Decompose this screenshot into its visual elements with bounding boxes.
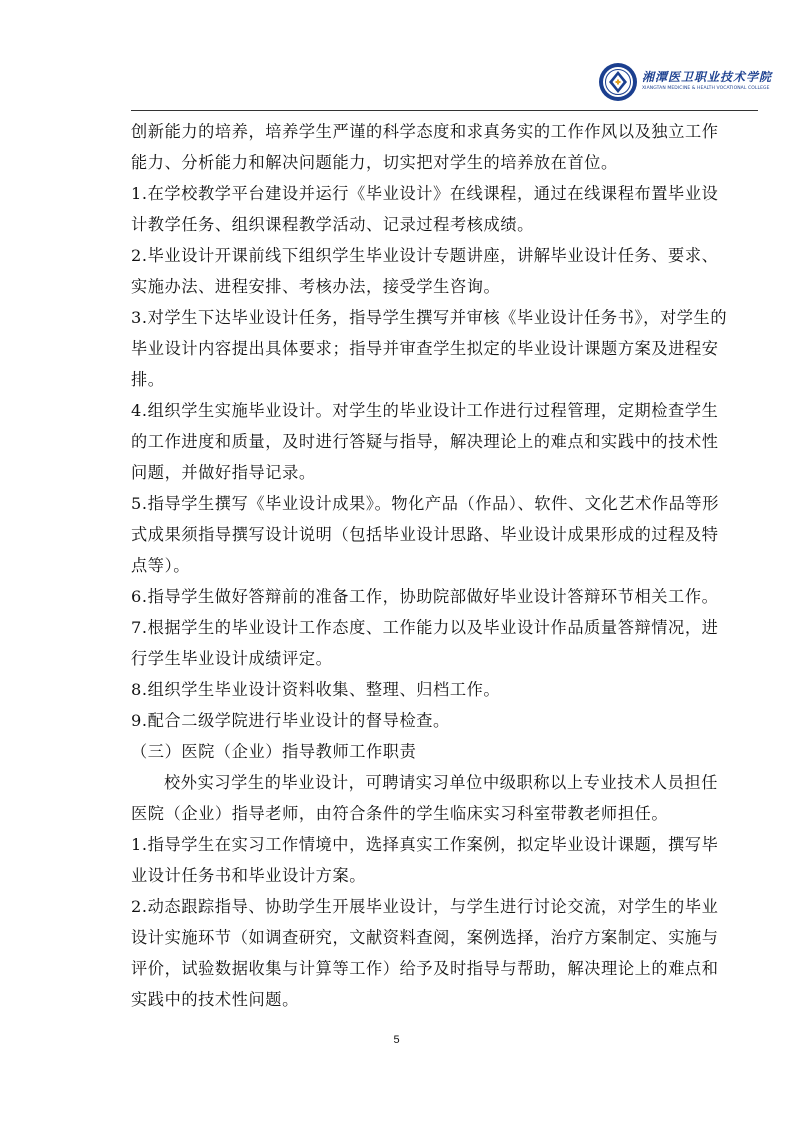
- text-line: 点等）。: [131, 556, 191, 575]
- list-item-4: 4.组织学生实施毕业设计。对学生的毕业设计工作进行过程管理，定期检查学生: [131, 401, 719, 420]
- text-line: 式成果须指导撰写设计说明（包括毕业设计思路、毕业设计成果形成的过程及特: [131, 525, 719, 544]
- logo-name-chinese: 湘潭医卫职业技术学院: [642, 70, 773, 84]
- text-line: 医院（企业）指导老师，由符合条件的学生临床实习科室带教老师担任。: [131, 804, 669, 823]
- list-item-2: 2.动态跟踪指导、协助学生开展毕业设计，与学生进行讨论交流，对学生的毕业: [131, 897, 719, 916]
- paragraph-first-line: 校外实习学生的毕业设计，可聘请实习单位中级职称以上专业技术人员担任: [164, 773, 718, 792]
- list-item-7: 7.根据学生的毕业设计工作态度、工作能力以及毕业设计作品质量答辩情况，进: [131, 618, 719, 637]
- text-line: 问题，并做好指导记录。: [131, 463, 316, 482]
- list-item-8: 8.组织学生毕业设计资料收集、整理、归档工作。: [131, 680, 501, 699]
- list-item-9: 9.配合二级学院进行毕业设计的督导检查。: [131, 711, 450, 730]
- list-item-2: 2.毕业设计开课前线下组织学生毕业设计专题讲座，讲解毕业设计任务、要求、: [131, 246, 719, 265]
- text-line: 设计实施环节（如调查研究，文献资料查阅，案例选择，治疗方案制定、实施与: [131, 928, 719, 947]
- section-heading: （三）医院（企业）指导教师工作职责: [131, 742, 417, 761]
- text-line: 评价，试验数据收集与计算等工作）给予及时指导与帮助，解决理论上的难点和: [131, 959, 719, 978]
- text-line: 能力、分析能力和解决问题能力，切实把对学生的培养放在首位。: [131, 153, 618, 172]
- text-line: 的工作进度和质量，及时进行答疑与指导，解决理论上的难点和实践中的技术性: [131, 432, 719, 451]
- text-line: 毕业设计内容提出具体要求；指导并审查学生拟定的毕业设计课题方案及进程安: [131, 339, 719, 358]
- text-line: 实践中的技术性问题。: [131, 990, 299, 1009]
- page-header: [0, 0, 793, 120]
- text-line: 创新能力的培养，培养学生严谨的科学态度和求真务实的工作作风以及独立工作: [131, 122, 719, 141]
- list-item-5: 5.指导学生撰写《毕业设计成果》。物化产品（作品）、软件、文化艺术作品等形: [131, 494, 720, 513]
- list-item-6: 6.指导学生做好答辩前的准备工作，协助院部做好毕业设计答辩环节相关工作。: [131, 587, 719, 606]
- text-line: 行学生毕业设计成绩评定。: [131, 649, 333, 668]
- list-item-1: 1.在学校教学平台建设并运行《毕业设计》在线课程，通过在线课程布置毕业设: [131, 184, 719, 203]
- text-line: 计教学任务、组织课程教学活动、记录过程考核成绩。: [131, 215, 534, 234]
- list-item-1: 1.指导学生在实习工作情境中，选择真实工作案例，拟定毕业设计课题，撰写毕: [131, 835, 719, 854]
- text-line: 排。: [131, 370, 165, 389]
- logo-name-english: XIANGTAN MEDICINE & HEALTH VOCATIONAL COLLEGE: [642, 86, 770, 91]
- college-logo: [598, 62, 773, 106]
- list-item-3: 3.对学生下达毕业设计任务，指导学生撰写并审核《毕业设计任务书》，对学生的: [131, 308, 728, 327]
- text-line: 实施办法、进程安排、考核办法，接受学生咨询。: [131, 277, 501, 296]
- college-seal-icon: [598, 62, 638, 102]
- header-divider: [131, 110, 758, 111]
- text-line: 业设计任务书和毕业设计方案。: [131, 866, 367, 885]
- document-body: [131, 116, 728, 1015]
- page-number: 5: [393, 1034, 400, 1046]
